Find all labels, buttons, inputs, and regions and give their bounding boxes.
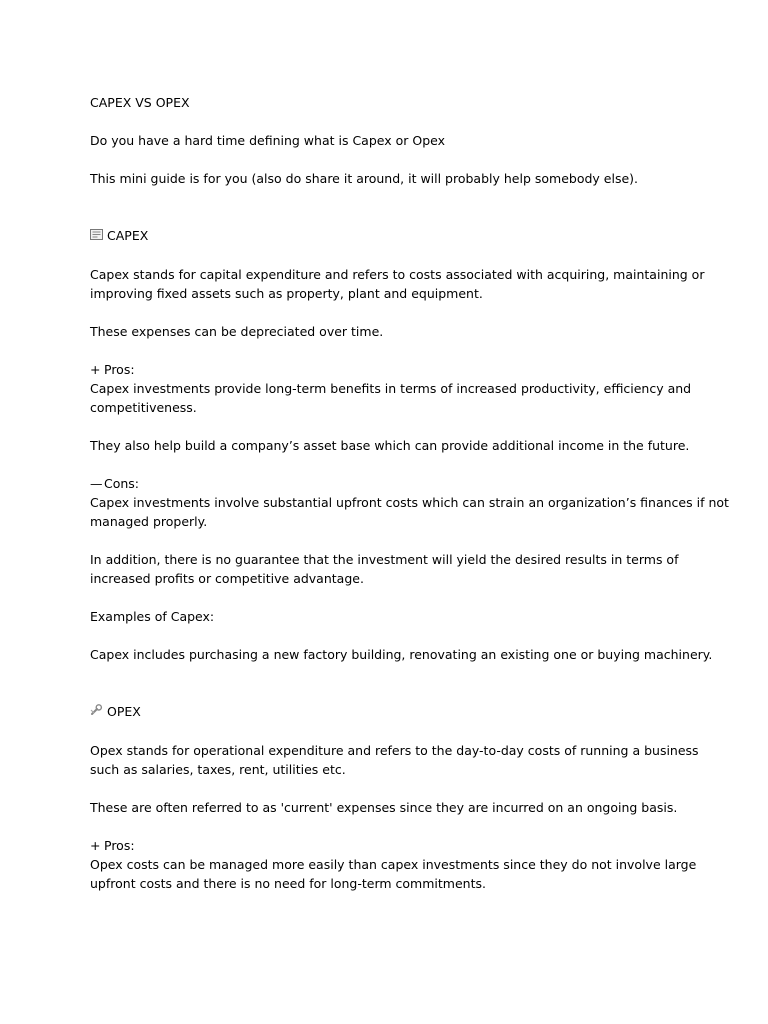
- capex-cons-heading: [90, 474, 690, 493]
- opex-pros-line-2: upfront costs and there is no need for long-term commitments.: [90, 876, 486, 891]
- opex-definition-line-1: Opex stands for operational expenditure and refers to the day-to-day costs of running a business: [90, 743, 699, 758]
- receipt-icon: [90, 227, 103, 246]
- capex-cons-extra-line-2: increased profits or competitive advantage.: [90, 571, 364, 586]
- capex-pros-label: Pros:: [104, 362, 135, 377]
- intro-question: Do you have a hard time defining what is Capex or Opex: [90, 133, 446, 148]
- wrench-icon: [90, 703, 103, 722]
- capex-depreciation: These expenses can be depreciated over time.: [90, 324, 384, 339]
- minus-sign: —: [90, 476, 103, 491]
- capex-cons-line-1: Capex investments involve substantial upfront costs which can strain an organization’s finances if not: [90, 495, 729, 510]
- capex-pros-heading: [90, 360, 690, 379]
- opex-pros-heading: [90, 836, 690, 855]
- intro-guide: This mini guide is for you (also do share it around, it will probably help somebody else).: [90, 171, 638, 186]
- capex-cons-line-2: managed properly.: [90, 514, 208, 529]
- document-page: [90, 93, 729, 893]
- opex-definition-line-2: such as salaries, taxes, rent, utilities etc.: [90, 762, 346, 777]
- plus-sign: +: [90, 362, 101, 377]
- capex-cons-label: Cons:: [104, 476, 140, 491]
- plus-sign: +: [90, 838, 101, 853]
- capex-examples-text: Capex includes purchasing a new factory building, renovating an existing one or buying machinery.: [90, 647, 713, 662]
- capex-examples-label: Examples of Capex:: [90, 609, 215, 624]
- capex-pros-line-1: Capex investments provide long-term benefits in terms of increased productivity, efficiency and: [90, 381, 692, 396]
- opex-current: These are often referred to as 'current' expenses since they are incurred on an ongoing basis.: [90, 800, 678, 815]
- document-title: CAPEX VS OPEX: [90, 95, 190, 110]
- opex-heading: OPEX: [107, 704, 141, 719]
- opex-pros-label: Pros:: [104, 838, 135, 853]
- capex-definition-line-2: improving fixed assets such as property, plant and equipment.: [90, 286, 483, 301]
- capex-pros-line-2: competitiveness.: [90, 400, 197, 415]
- capex-heading: CAPEX: [107, 228, 149, 243]
- capex-cons-extra-line-1: In addition, there is no guarantee that the investment will yield the desired results in terms of: [90, 552, 679, 567]
- capex-pros-extra: They also help build a company’s asset base which can provide additional income in the future.: [90, 438, 690, 453]
- opex-heading-line: [90, 702, 690, 722]
- capex-definition-line-1: Capex stands for capital expenditure and refers to costs associated with acquiring, maintaining or: [90, 267, 705, 282]
- opex-pros-line-1: Opex costs can be managed more easily than capex investments since they do not involve large: [90, 857, 697, 872]
- capex-heading-line: [90, 226, 690, 246]
